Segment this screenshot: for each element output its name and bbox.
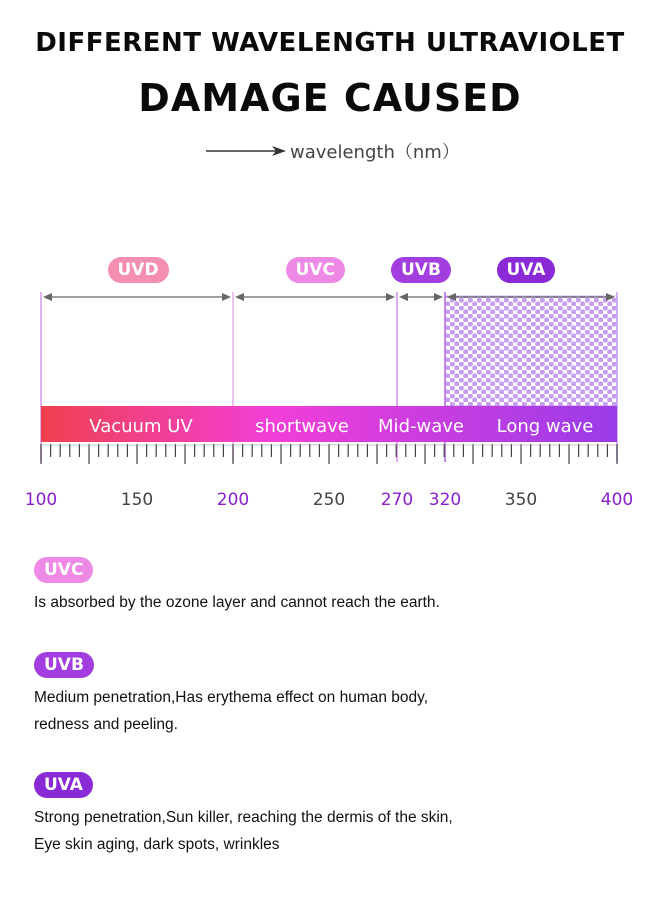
range-arrow-right	[222, 293, 231, 301]
tick-label: 150	[120, 490, 154, 510]
note-text-line: Is absorbed by the ozone layer and cannot reach the earth.	[34, 594, 440, 611]
note-text-line: Medium penetration,Has erythema effect on human body,	[34, 689, 429, 706]
title: DIFFERENT WAVELENGTH ULTRAVIOLET	[35, 28, 625, 58]
range-arrow-left	[399, 293, 408, 301]
tick-label: 100	[24, 490, 58, 510]
subtitle: DAMAGE CAUSED	[138, 76, 522, 120]
band-name-label: Mid-wave	[378, 416, 464, 437]
range-arrow-right	[386, 293, 395, 301]
band-name-label: shortwave	[255, 416, 349, 437]
wavelength-hint	[206, 139, 460, 163]
note-badge-uva: UVA	[34, 772, 93, 798]
arrow-right-icon	[206, 139, 286, 163]
band-badge-uvd: UVD	[108, 257, 169, 283]
band-badge-uvc: UVC	[286, 257, 345, 283]
range-arrow-left	[235, 293, 244, 301]
note-badge-uvc: UVC	[34, 557, 93, 583]
tick-label: 270	[380, 490, 414, 510]
range-arrow-right	[434, 293, 443, 301]
band-badge-uvb: UVB	[391, 257, 451, 283]
note-text-line: redness and peeling.	[34, 716, 178, 733]
tick-label: 200	[216, 490, 250, 510]
wavelength-label: wavelength（nm）	[290, 142, 460, 163]
note-text-line: Eye skin aging, dark spots, wrinkles	[34, 836, 280, 853]
range-arrow-left	[43, 293, 52, 301]
tick-label: 350	[504, 490, 538, 510]
uva-hex-block	[445, 296, 617, 406]
band-badge-uva: UVA	[497, 257, 556, 283]
band-name-label: Long wave	[496, 416, 594, 437]
note-text-line: Strong penetration,Sun killer, reaching the dermis of the skin,	[34, 809, 453, 826]
band-name-label: Vacuum UV	[89, 416, 193, 437]
tick-label: 400	[600, 490, 634, 510]
note-badge-uvb: UVB	[34, 652, 94, 678]
uv-spectrum-diagram	[0, 250, 660, 520]
tick-label: 250	[312, 490, 346, 510]
tick-label: 320	[428, 490, 462, 510]
